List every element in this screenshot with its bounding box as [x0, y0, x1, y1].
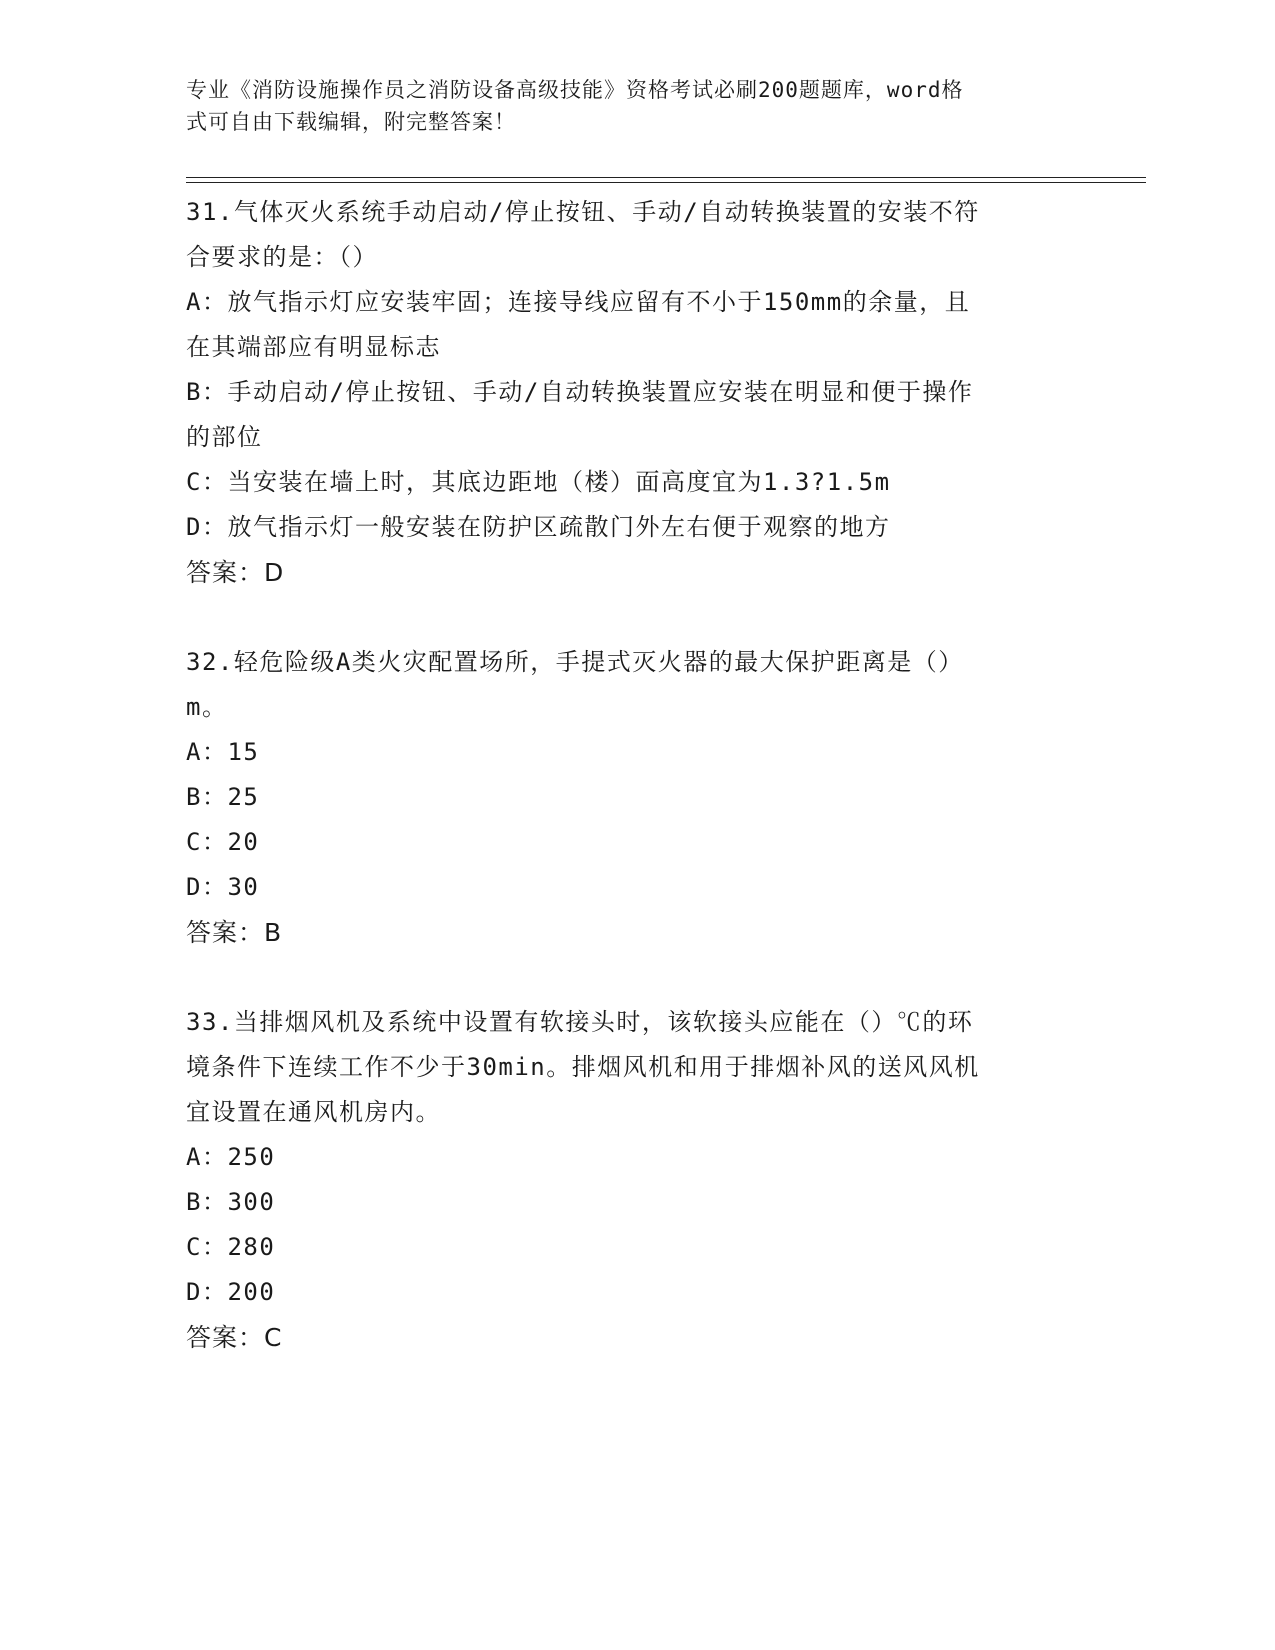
header-divider-top [186, 177, 1146, 178]
option-line: D：30 [186, 873, 260, 901]
question-text [186, 190, 1076, 280]
answer-value: D [264, 558, 285, 587]
answer-line [186, 550, 1076, 595]
option-line: A：放气指示灯应安装牢固；连接导线应留有不小于150mm的余量，且 [186, 288, 971, 316]
question-31 [186, 190, 1076, 595]
option-b [186, 1180, 1076, 1225]
question-text-line: 31.气体灭火系统手动启动/停止按钮、手动/自动转换装置的安装不符 [186, 198, 980, 226]
header-line-2: 式可自由下载编辑，附完整答案！ [186, 110, 516, 134]
option-c [186, 1225, 1076, 1270]
option-line: D：放气指示灯一般安装在防护区疏散门外左右便于观察的地方 [186, 513, 891, 541]
option-b [186, 370, 1076, 460]
question-text-line: 宜设置在通风机房内。 [186, 1098, 441, 1126]
option-line: B：手动启动/停止按钮、手动/自动转换装置应安装在明显和便于操作 [186, 378, 974, 406]
answer-line [186, 910, 1076, 955]
question-32 [186, 640, 1076, 955]
option-a [186, 730, 1076, 775]
question-text-line: 32.轻危险级A类火灾配置场所，手提式灭火器的最大保护距离是（） [186, 648, 964, 676]
option-c [186, 820, 1076, 865]
option-line: C：20 [186, 828, 260, 856]
answer-value: B [264, 918, 283, 947]
answer-line [186, 1315, 1076, 1360]
option-d [186, 505, 1076, 550]
option-line: C：280 [186, 1233, 276, 1261]
question-text-line: 合要求的是：（） [186, 243, 378, 271]
option-line: B：300 [186, 1188, 276, 1216]
question-text-line: 境条件下连续工作不少于30min。排烟风机和用于排烟补风的送风风机 [186, 1053, 980, 1081]
option-b [186, 775, 1076, 820]
option-line: A：250 [186, 1143, 276, 1171]
document-header [186, 74, 1066, 138]
option-c [186, 460, 1076, 505]
option-d [186, 1270, 1076, 1315]
option-d [186, 865, 1076, 910]
option-line: 在其端部应有明显标志 [186, 333, 441, 361]
question-list [186, 190, 1076, 1405]
option-line: C：当安装在墙上时，其底边距地（楼）面高度宜为1.3?1.5m [186, 468, 891, 496]
question-text [186, 640, 1076, 730]
answer-label: 答案： [186, 918, 265, 947]
option-a [186, 1135, 1076, 1180]
option-line: D：200 [186, 1278, 276, 1306]
answer-label: 答案： [186, 558, 265, 587]
option-line: 的部位 [186, 423, 263, 451]
header-divider-bottom [186, 182, 1146, 183]
option-line: A：15 [186, 738, 260, 766]
answer-label: 答案： [186, 1323, 265, 1352]
option-a [186, 280, 1076, 370]
header-line-1: 专业《消防设施操作员之消防设备高级技能》资格考试必刷200题题库，word格 [186, 78, 964, 102]
question-text-line: m。 [186, 693, 228, 721]
answer-value: C [264, 1323, 283, 1352]
question-33 [186, 1000, 1076, 1360]
question-text-line: 33.当排烟风机及系统中设置有软接头时，该软接头应能在（）℃的环 [186, 1008, 974, 1036]
question-text [186, 1000, 1076, 1135]
option-line: B：25 [186, 783, 260, 811]
